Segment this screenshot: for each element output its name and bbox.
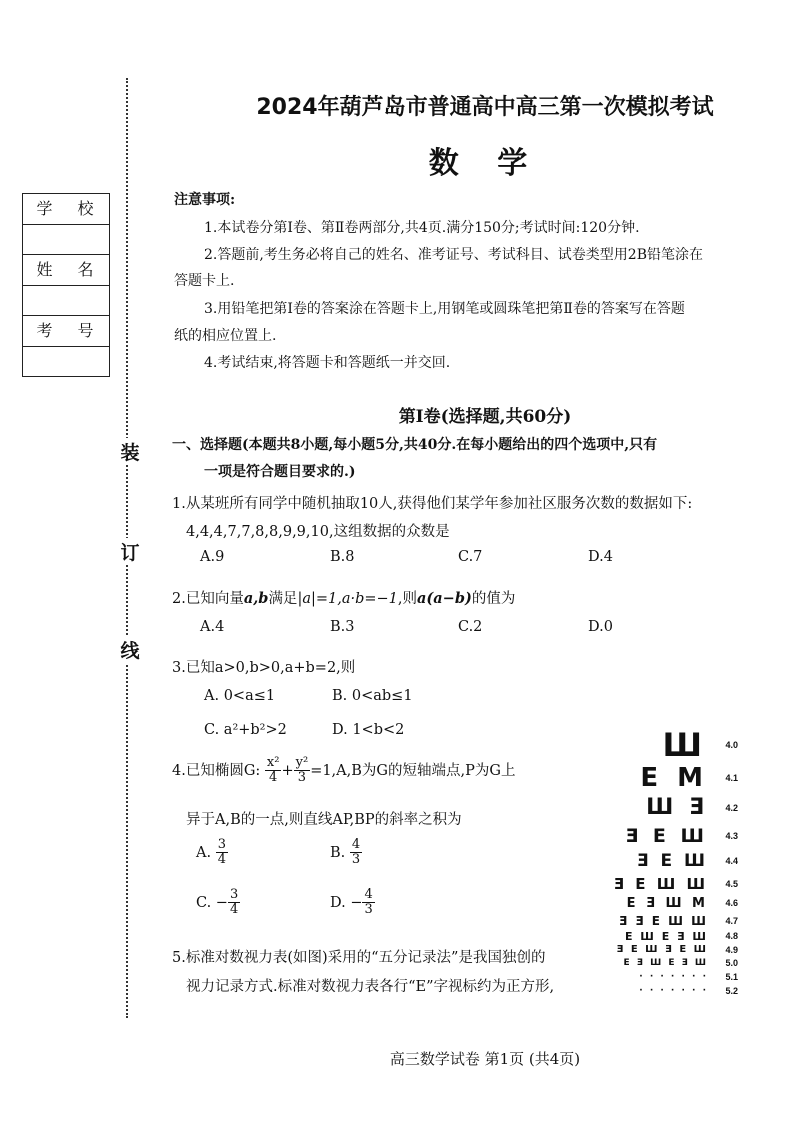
q4-b-label: B. [330,844,346,861]
q3-option-a: A. 0<a≤1 [204,688,276,704]
eye-chart-row [618,764,738,792]
eye-chart-label: 4.5 [725,879,738,889]
eye-chart-row [618,796,738,820]
q4-d-fraction [362,888,374,918]
eye-chart-label: 4.4 [725,856,738,866]
q3-option-c: C. a²+b²>2 [204,722,287,738]
school-field[interactable] [23,225,109,256]
q1-stem: 1.从某班所有同学中随机抽取10人,获得他们某学年参加社区服务次数的数据如下: [172,496,693,512]
eye-chart-label: 4.7 [725,916,738,926]
q2-text-3: 的值为 [471,591,516,607]
eye-chart-label: 4.2 [725,803,738,813]
q4-x-den: 4 [269,770,278,786]
q4-d-den: 3 [364,902,373,918]
q4-c-den: 4 [229,902,239,918]
part-1-heading-cont: 一项是符合题目要求的.) [204,464,356,480]
q4-option-b [330,838,362,868]
q4-a-fraction [216,838,228,868]
eye-chart-row [618,914,738,928]
eye-chart-label: 4.6 [725,898,738,908]
q4-option-c [196,888,240,918]
page-footer: 高三数学试卷 第1页 (共4页) [389,1050,581,1068]
q4-x-num: x² [266,755,280,770]
q4-stem-cont: 异于A,B的一点,则直线AP,BP的斜率之积为 [186,812,462,828]
notice-line-3a: 3.用铅笔把第Ⅰ卷的答案涂在答题卡上,用钢笔或圆珠笔把第Ⅱ卷的答案写在答题 [204,301,685,317]
eye-chart-row [618,728,738,762]
q4-x-fraction [265,756,282,786]
eye-chart-label: 4.3 [725,831,738,841]
notice-heading: 注意事项: [174,192,236,208]
eye-chart-row [618,896,738,911]
q3-option-d: D. 1<b<2 [332,722,405,738]
q4-b-den: 3 [351,852,361,868]
eye-chart-letters: E Ш E Ǝ Ш [624,930,708,943]
notice-line-2b: 答题卡上. [174,273,235,289]
q1-option-c: C.7 [458,549,483,565]
school-label: 学 校 [23,194,109,225]
notice-line-2a: 2.答题前,考生务必将自己的姓名、准考证号、考试科目、试卷类型用2B铅笔涂在 [204,247,704,263]
eye-chart-label: 4.9 [725,945,738,955]
q4-d-num: 4 [364,887,373,902]
binding-char-zhuang: 装 [118,438,142,465]
q4-c-label: C. − [196,894,228,911]
q3-stem: 3.已知a>0,b>0,a+b=2,则 [172,660,356,676]
subject-title: 数 学 [428,146,542,181]
q4-y-den: 3 [297,770,307,786]
notice-line-1: 1.本试卷分第Ⅰ卷、第Ⅱ卷两部分,共4页.满分150分;考试时间:120分钟. [204,220,640,236]
q2-option-a: A.4 [200,619,225,635]
q4-b-fraction [350,838,362,868]
q4-a-num: 3 [217,837,226,852]
exam-number-label: 考 号 [23,316,109,347]
q4-stem [172,756,515,786]
eye-chart-label: 4.8 [725,931,738,941]
exam-number-field[interactable] [23,347,109,377]
eye-chart-row [618,826,738,847]
name-field[interactable] [23,286,109,317]
eye-chart-letters: E M [640,763,708,793]
eye-chart-letters: E Ǝ Ш M [626,896,708,911]
eye-chart-letters: Ǝ E Ш Ǝ E Ш [616,944,708,955]
eye-chart-row [618,986,738,997]
eye-chart-row [618,972,738,983]
q4-y-num: y² [295,755,309,770]
student-info-box [22,193,110,377]
name-label: 姓 名 [23,255,109,286]
q5-stem: 5.标准对数视力表(如图)采用的“五分记录法”是我国独创的 [172,950,546,966]
eye-chart-label: 5.0 [725,958,738,968]
eye-chart-label: 5.1 [725,972,738,982]
q4-plus: + [281,762,294,779]
eye-chart-letters: Ш [662,726,708,764]
q1-stem-cont: 4,4,4,7,7,8,8,9,9,10,这组数据的众数是 [186,524,450,540]
q1-option-d: D.4 [588,549,613,565]
q2-option-c: C.2 [458,619,483,635]
section-1-title: 第Ⅰ卷(选择题,共60分) [398,407,572,427]
binding-char-ding: 订 [118,538,142,565]
q2-num: 2.已知向量 [172,591,244,607]
eye-chart-label: 5.2 [725,986,738,996]
notice-line-3b: 纸的相应位置上. [174,328,277,344]
exam-title: 2024年葫芦岛市普通高中高三第一次模拟考试 [256,95,714,120]
eye-chart-letters: E Ǝ Ш E Ǝ Ш [623,958,708,968]
q4-option-a [196,838,228,868]
eye-chart-letters: Ǝ Ǝ E Ш Ш [619,914,708,928]
q2-option-b: B.3 [330,619,355,635]
q4-b-num: 4 [351,837,361,852]
q3-option-b: B. 0<ab≤1 [332,688,413,704]
part-1-heading: 一、选择题(本题共8小题,每小题5分,共40分.在每小题给出的四个选项中,只有 [172,437,658,453]
eye-chart-letters: Ǝ E Ш Ш [613,875,708,893]
eye-chart-letters: · · · · · · · [639,986,708,996]
eye-chart-row [618,930,738,943]
eye-chart-label: 4.1 [725,773,738,783]
eye-chart-row [618,852,738,871]
q2-vectors: a,b [243,590,269,607]
q2-stem [172,587,515,608]
eye-chart-letters: Ǝ E Ш [636,851,708,871]
q1-option-a: A.9 [200,549,225,565]
q4-d-label: D. − [330,894,363,911]
eye-chart-label: 4.0 [725,740,738,750]
q2-condition: |a|=1,a·b=−1 [297,591,398,607]
eye-chart-row [618,944,738,956]
q4-a-label: A. [196,844,212,861]
q5-stem-cont: 视力记录方式.标准对数视力表各行“E”字视标约为正方形, [186,979,555,995]
eye-chart-row [613,875,738,893]
q4-pre: 4.已知椭圆G: [172,762,261,779]
eye-chart-row [618,958,738,969]
q2-text-2: ,则 [397,591,418,607]
q2-text-1: 满足 [268,591,298,607]
q4-c-fraction [228,888,240,918]
eye-chart-letters: Ш Ǝ [646,795,708,820]
eye-chart-letters: Ǝ E Ш [625,825,708,847]
notice-line-4: 4.考试结束,将答题卡和答题纸一并交回. [204,355,451,371]
q2-expression: a(a−b) [417,590,472,607]
q4-option-d [330,888,375,918]
q2-option-d: D.0 [588,619,613,635]
q4-post: =1,A,B为G的短轴端点,P为G上 [310,762,516,779]
q4-c-num: 3 [229,887,239,902]
q1-option-b: B.8 [330,549,355,565]
binding-char-xian: 线 [118,636,142,663]
eye-chart-letters: · · · · · · · [639,972,708,982]
q4-a-den: 4 [217,852,226,868]
visual-acuity-chart [613,726,738,1008]
q4-y-fraction [294,756,311,786]
